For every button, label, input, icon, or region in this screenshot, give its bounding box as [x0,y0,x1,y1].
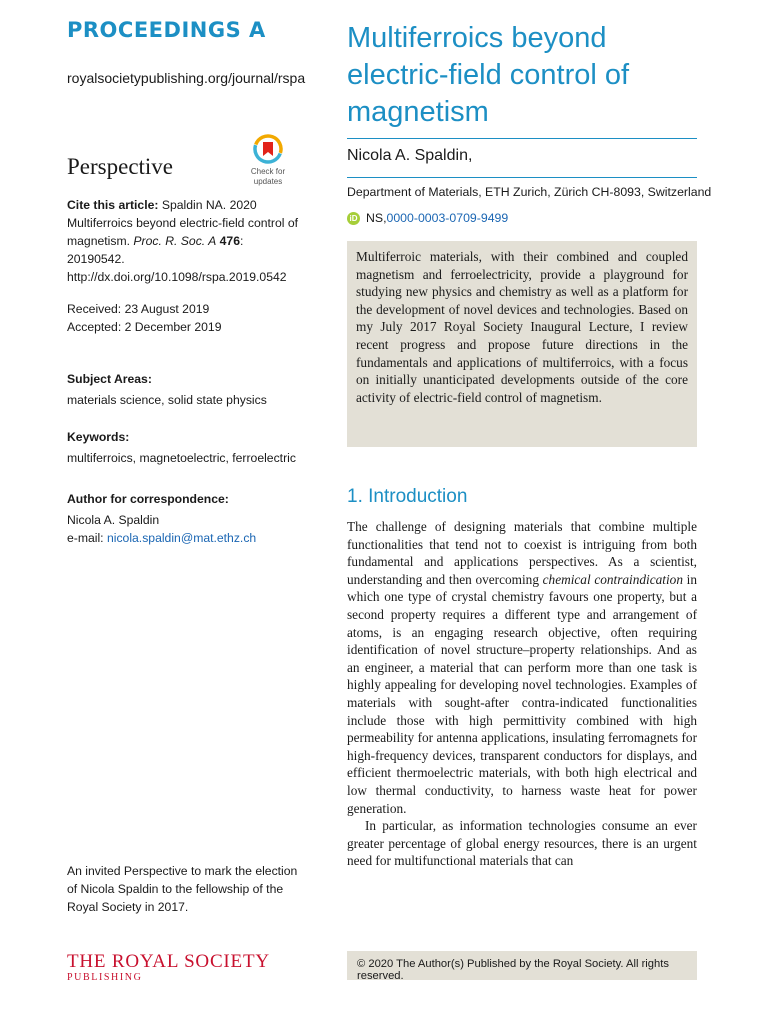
cite-label: Cite this article: [67,198,159,212]
keywords-heading: Keywords: [67,430,130,444]
abstract-box: Multiferroic materials, with their combined and coupled magnetism and ferroelectricity, provide a playground for studying new physics and chemistry as well as a platform for the development of novel devices and technologies. Based on my July 2017 Royal Society Inaugural Lecture, I review recent progress and propose future directions in the fundamentals and applications of multiferroics, with a focus on initially unanticipated developments outside of the core activity of electric-field control of magnetism. [347,241,697,447]
paragraph-1 [347,518,697,817]
citation-block [67,196,299,286]
paragraph-1-a: The challenge of designing materials that combine multiple functionalities that tend not to coexist is intriguing from both fundamental and applications perspectives. As a scientist, understanding and then overcoming [347,519,697,587]
check-updates-label-1: Check for [250,167,286,176]
correspondence-heading: Author for correspondence: [67,492,229,506]
correspondence [67,490,299,547]
keywords [67,428,299,467]
dates-block [67,300,299,336]
publisher-logo [67,952,270,984]
journal-url[interactable]: royalsocietypublishing.org/journal/rspa [67,70,306,86]
section-heading: 1. Introduction [347,486,468,507]
subject-areas-text: materials science, solid state physics [67,393,267,407]
orcid-line [347,211,508,225]
orcid-link[interactable]: 0000-0003-0709-9499 [386,211,509,225]
invited-note: An invited Perspective to mark the election of Nicola Spaldin to the fellowship of the Royal Society in 2017. [67,864,298,914]
cite-volume: 476 [219,234,240,248]
cite-journal: Proc. R. Soc. A [133,234,217,248]
subject-areas [67,370,299,409]
article-title: Multiferroics beyond electric-field control of magnetism [347,22,630,128]
check-updates-icon [253,134,283,166]
paragraph-2: In particular, as information technologies consume an ever greater percentage of global energy resources, there is an urgent need for multifunctional materials that can [347,818,697,869]
keywords-text: multiferroics, magnetoelectric, ferroelectric [67,451,296,465]
paragraph-1-b: in which one type of crystal chemistry favours one property, but a second property requires a different type and arrangement of atoms, is an engaging research objective, often requiring identification of novel structure–property relationships. And as an engineer, a material that can perform more than one task is highly appealing for developing novel technologies. Examples of materials with sought-after contra-indicated functionalities include those with high permittivity combined with high permeability for antenna applications, insulating ferromagnets for high-frequency devices, transparent conductors for displays, and efficient thermoelectric materials, with both high electrical and low thermal conductivity, to harness waste heat for power generation. [347,571,697,816]
article-type: Perspective [67,154,174,179]
check-for-updates-badge[interactable] [244,134,292,186]
subject-areas-heading: Subject Areas: [67,372,152,386]
author-divider [347,177,697,178]
author-name: Nicola A. Spaldin, [347,147,473,164]
cite-text-1: Spaldin NA. 2020 Multiferroics beyond electric-field control of magnetism. [67,198,298,248]
received-date: Received: 23 August 2019 [67,302,210,316]
copyright-box: © 2020 The Author(s) Published by the Royal Society. All rights reserved. [347,951,697,980]
email-label: e-mail: [67,531,107,545]
body-text [347,518,697,870]
journal-name: PROCEEDINGS A [67,18,266,42]
check-updates-label-2: updates [253,177,283,186]
paragraph-1-emphasis: chemical contraindication [542,571,683,587]
title-divider [347,138,697,139]
orcid-icon: iD [347,212,360,225]
correspondence-name: Nicola A. Spaldin [67,513,160,527]
affiliation: Department of Materials, ETH Zurich, Zürich CH-8093, Switzerland [347,185,712,199]
email-link[interactable]: nicola.spaldin@mat.ethz.ch [106,531,257,545]
orcid-initials: NS, [366,211,387,225]
accepted-date: Accepted: 2 December 2019 [67,320,222,334]
cite-text-2: : 20190542. [67,234,244,266]
publisher-sub: PUBLISHING [67,972,143,983]
publisher-name: THE ROYAL SOCIETY [67,951,270,972]
cite-doi[interactable]: http://dx.doi.org/10.1098/rspa.2019.0542 [67,270,287,284]
